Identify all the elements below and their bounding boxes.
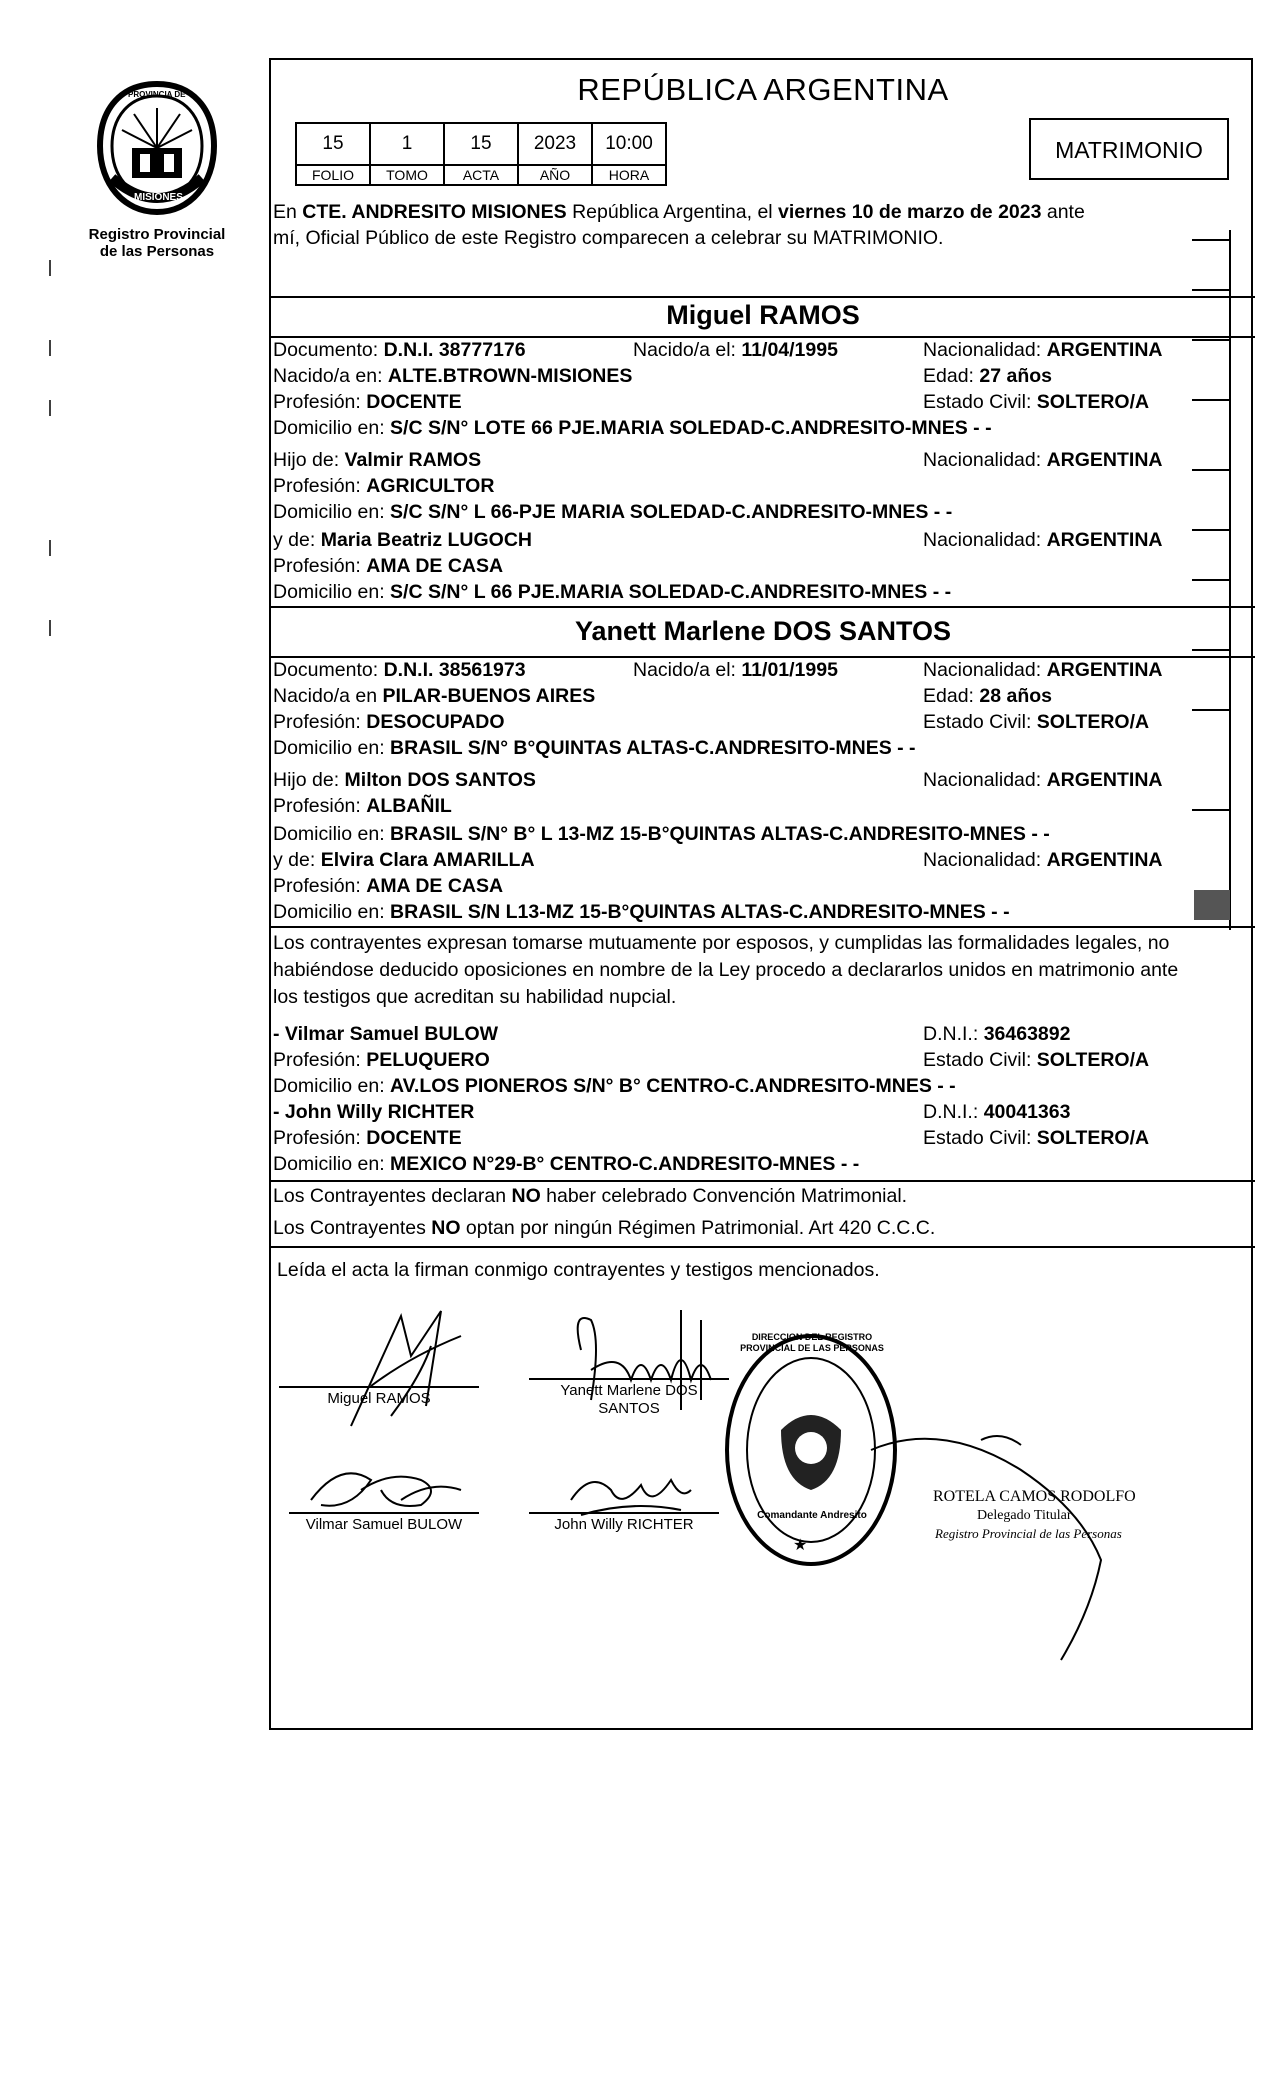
spouse2-father-nationality: Nacionalidad: ARGENTINA [923,769,1163,791]
year-label: AÑO [518,165,592,185]
spouse1-father: Hijo de: Valmir RAMOS [273,449,482,471]
registry-name-line2: de las Personas [99,243,215,260]
spouse2-civil: Estado Civil: SOLTERO/A [923,711,1150,733]
declaration [271,930,1251,1011]
intro-line2: mí, Oficial Público de este Registro comparecen a celebrar su MATRIMONIO. [273,227,944,249]
spouse2-father-profession: Profesión: ALBAÑIL [273,795,452,817]
spouse1-age: Edad: 27 años [923,365,1053,387]
witness2-civil: Estado Civil: SOLTERO/A [923,1127,1150,1149]
spouse2-age: Edad: 28 años [923,685,1053,707]
spouse1-born-on: Nacido/a el: 11/04/1995 [633,339,838,361]
country-title: REPÚBLICA ARGENTINA [577,72,949,107]
spouse1-mother-address: Domicilio en: S/C S/N° L 66 PJE.MARIA SOLEDAD-C.ANDRESITO-MNES - - [273,581,952,603]
divider [271,606,1255,608]
spouse1-father-address: Domicilio en: S/C S/N° L 66-PJE MARIA SOLEDAD-C.ANDRESITO-MNES - - [273,501,953,523]
document-frame [269,58,1253,1730]
witness1-profession: Profesión: PELUQUERO [273,1049,490,1071]
spouse2-father-address: Domicilio en: BRASIL S/N° B° L 13-MZ 15-B°QUINTAS ALTAS-C.ANDRESITO-MNES - - [273,823,1050,845]
closing-text: Leída el acta la firman conmigo contrayentes y testigos mencionados. [277,1259,880,1281]
sigcap-john: John Willy RICHTER [554,1516,694,1533]
officer-office: Registro Provincial de las Personas [935,1526,1122,1541]
registry-logo [92,78,222,218]
hour-value: 10:00 [592,123,666,165]
year-value: 2023 [518,123,592,165]
spouse2-mother-address: Domicilio en: BRASIL S/N L13-MZ 15-B°QUINTAS ALTAS-C.ANDRESITO-MNES - - [273,901,1010,923]
spouse1-mother-profession: Profesión: AMA DE CASA [273,555,504,577]
act-type-box: MATRIMONIO [1029,118,1229,180]
sigcap-yanett: Yanett Marlene DOS SANTOS [560,1382,698,1417]
margin-marks [48,240,58,640]
acta-value: 15 [444,123,518,165]
folio-value: 15 [296,123,370,165]
svg-text:★: ★ [793,1535,808,1554]
spouse2-father: Hijo de: Milton DOS SANTOS [273,769,536,791]
spouse2-address: Domicilio en: BRASIL S/N° B°QUINTAS ALTAS-C.ANDRESITO-MNES - - [273,737,916,759]
sigline-john [529,1512,719,1514]
spouse1-mother: y de: Maria Beatriz LUGOCH [273,529,532,551]
sigcap-miguel: Miguel RAMOS [327,1390,431,1407]
convention-statement: Los Contrayentes declaran NO haber celebrado Convención Matrimonial. [273,1185,908,1207]
sigline-vilmar [289,1512,479,1514]
spouse1-address: Domicilio en: S/C S/N° LOTE 66 PJE.MARIA SOLEDAD-C.ANDRESITO-MNES - - [273,417,992,439]
spouse2-mother-profession: Profesión: AMA DE CASA [273,875,504,897]
acta-label: ACTA [444,165,518,185]
sigcap-vilmar: Vilmar Samuel BULOW [305,1516,463,1533]
spouse2-nationality: Nacionalidad: ARGENTINA [923,659,1163,681]
declaration-line3: los testigos que acreditan su habilidad nupcial. [273,986,677,1008]
officer-title: Delegado Titular [977,1508,1072,1523]
intro-line1: En CTE. ANDRESITO MISIONES República Argentina, el viernes 10 de marzo de 2023 ante [273,201,1085,223]
spouse1-father-profession: Profesión: AGRICULTOR [273,475,495,497]
logo-seal-top: PROVINCIA DE [128,90,186,99]
spouse2-profession: Profesión: DESOCUPADO [273,711,505,733]
seal-inner-text: Comandante Andresito [757,1510,867,1521]
divider [271,296,1255,298]
logo-seal-bottom: MISIONES [134,192,183,203]
witness2-dni: D.N.I.: 40041363 [923,1101,1071,1123]
spouse1-name: Miguel RAMOS [666,300,860,330]
declaration-line2: habiéndose deducido oposiciones en nombre de la Ley procedo a declararlos unidos en matrimonio ante [273,959,1179,981]
spouse1-mother-nationality: Nacionalidad: ARGENTINA [923,529,1163,551]
spouse2-born-on: Nacido/a el: 11/01/1995 [633,659,838,681]
declaration-line1: Los contrayentes expresan tomarse mutuamente por esposos, y cumplidas las formalidades legales, no [273,932,1170,954]
spouse2-name: Yanett Marlene DOS SANTOS [574,616,952,646]
seal-ring-text: DIRECCION DEL REGISTRO PROVINCIAL DE LAS PERSONAS [740,1332,884,1353]
tomo-value: 1 [370,123,444,165]
witness2-name: - John Willy RICHTER [273,1101,475,1123]
spouse2-doc: Documento: D.N.I. 38561973 [273,659,526,681]
sigline-yanett [529,1378,729,1380]
divider [271,1180,1255,1182]
witness1-address: Domicilio en: AV.LOS PIONEROS S/N° B° CENTRO-C.ANDRESITO-MNES - - [273,1075,956,1097]
spouse1-doc: Documento: D.N.I. 38777176 [273,339,526,361]
regime-statement: Los Contrayentes NO optan por ningún Régimen Patrimonial. Art 420 C.C.C. [273,1217,936,1239]
spouse2-mother: y de: Elvira Clara AMARILLA [273,849,535,871]
spouse2-born-in: Nacido/a en PILAR-BUENOS AIRES [273,685,596,707]
spouse2-mother-nationality: Nacionalidad: ARGENTINA [923,849,1163,871]
right-margin-marks [1190,230,1234,930]
divider [271,926,1255,928]
signature-miguel [331,1296,481,1446]
tomo-label: TOMO [370,165,444,185]
spouse1-nationality: Nacionalidad: ARGENTINA [923,339,1163,361]
spouse1-civil: Estado Civil: SOLTERO/A [923,391,1150,413]
folio-label: FOLIO [296,165,370,185]
witness2-profession: Profesión: DOCENTE [273,1127,462,1149]
officer-name: ROTELA CAMOS RODOLFO [933,1488,1136,1505]
witness1-civil: Estado Civil: SOLTERO/A [923,1049,1150,1071]
sigline-miguel [279,1386,479,1388]
witness1-name: - Vilmar Samuel BULOW [273,1023,499,1045]
divider [271,1246,1255,1248]
registry-name [74,226,240,260]
reference-table [295,122,667,186]
witness1-dni: D.N.I.: 36463892 [923,1023,1071,1045]
spouse1-born-in: Nacido/a en: ALTE.BTROWN-MISIONES [273,365,633,387]
spouse1-profession: Profesión: DOCENTE [273,391,462,413]
spouse1-father-nationality: Nacionalidad: ARGENTINA [923,449,1163,471]
hour-label: HORA [592,165,666,185]
witness2-address: Domicilio en: MEXICO N°29-B° CENTRO-C.ANDRESITO-MNES - - [273,1153,860,1175]
registry-name-line1: Registro Provincial [88,226,226,243]
